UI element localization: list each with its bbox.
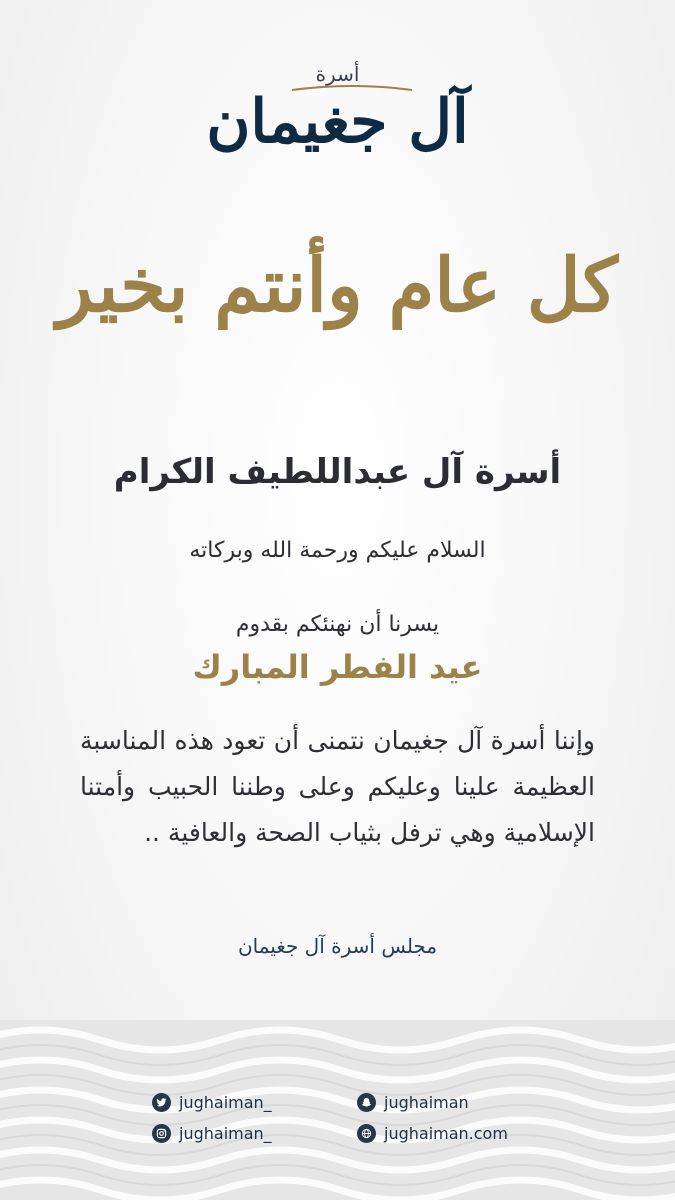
logo-main-text: آل جغيمان bbox=[206, 87, 469, 157]
eid-name: عيد الفطر المبارك bbox=[192, 648, 483, 686]
snapchat-link[interactable] bbox=[357, 1093, 469, 1112]
instagram-icon bbox=[152, 1124, 171, 1143]
greeting-calligraphy: كل عام وأنتم بخير bbox=[56, 243, 619, 329]
signature: مجلس أسرة آل جغيمان bbox=[237, 934, 438, 958]
addressee-title: أسرة آل عبداللطيف الكرام bbox=[113, 452, 562, 492]
website-url: jughaiman.com bbox=[384, 1124, 508, 1143]
instagram-link[interactable] bbox=[152, 1124, 272, 1143]
instagram-handle: jughaiman_ bbox=[179, 1124, 272, 1143]
website-link[interactable] bbox=[357, 1124, 508, 1143]
wishes-paragraph: وإننا أسرة آل جغيمان نتمنى أن تعود هذه المناسبة العظيمة علينا وعليكم وعلى وطننا الحبيب وأمتنا الإسلامية وهي ترفل بثياب الصحة والعافية .. bbox=[80, 726, 595, 847]
footer-pattern bbox=[0, 1020, 675, 1200]
snapchat-icon bbox=[357, 1093, 376, 1112]
wave-pattern-graphic bbox=[0, 1020, 675, 1200]
snapchat-handle: jughaiman bbox=[384, 1093, 469, 1112]
twitter-link[interactable] bbox=[152, 1093, 272, 1112]
salam-line: السلام عليكم ورحمة الله وبركاته bbox=[189, 538, 486, 563]
twitter-handle: jughaiman_ bbox=[179, 1093, 272, 1112]
congrats-line: يسرنا أن نهنئكم بقدوم bbox=[235, 612, 440, 637]
twitter-icon bbox=[152, 1093, 171, 1112]
logo-small-text: أسرة bbox=[315, 62, 360, 86]
globe-icon bbox=[357, 1124, 376, 1143]
